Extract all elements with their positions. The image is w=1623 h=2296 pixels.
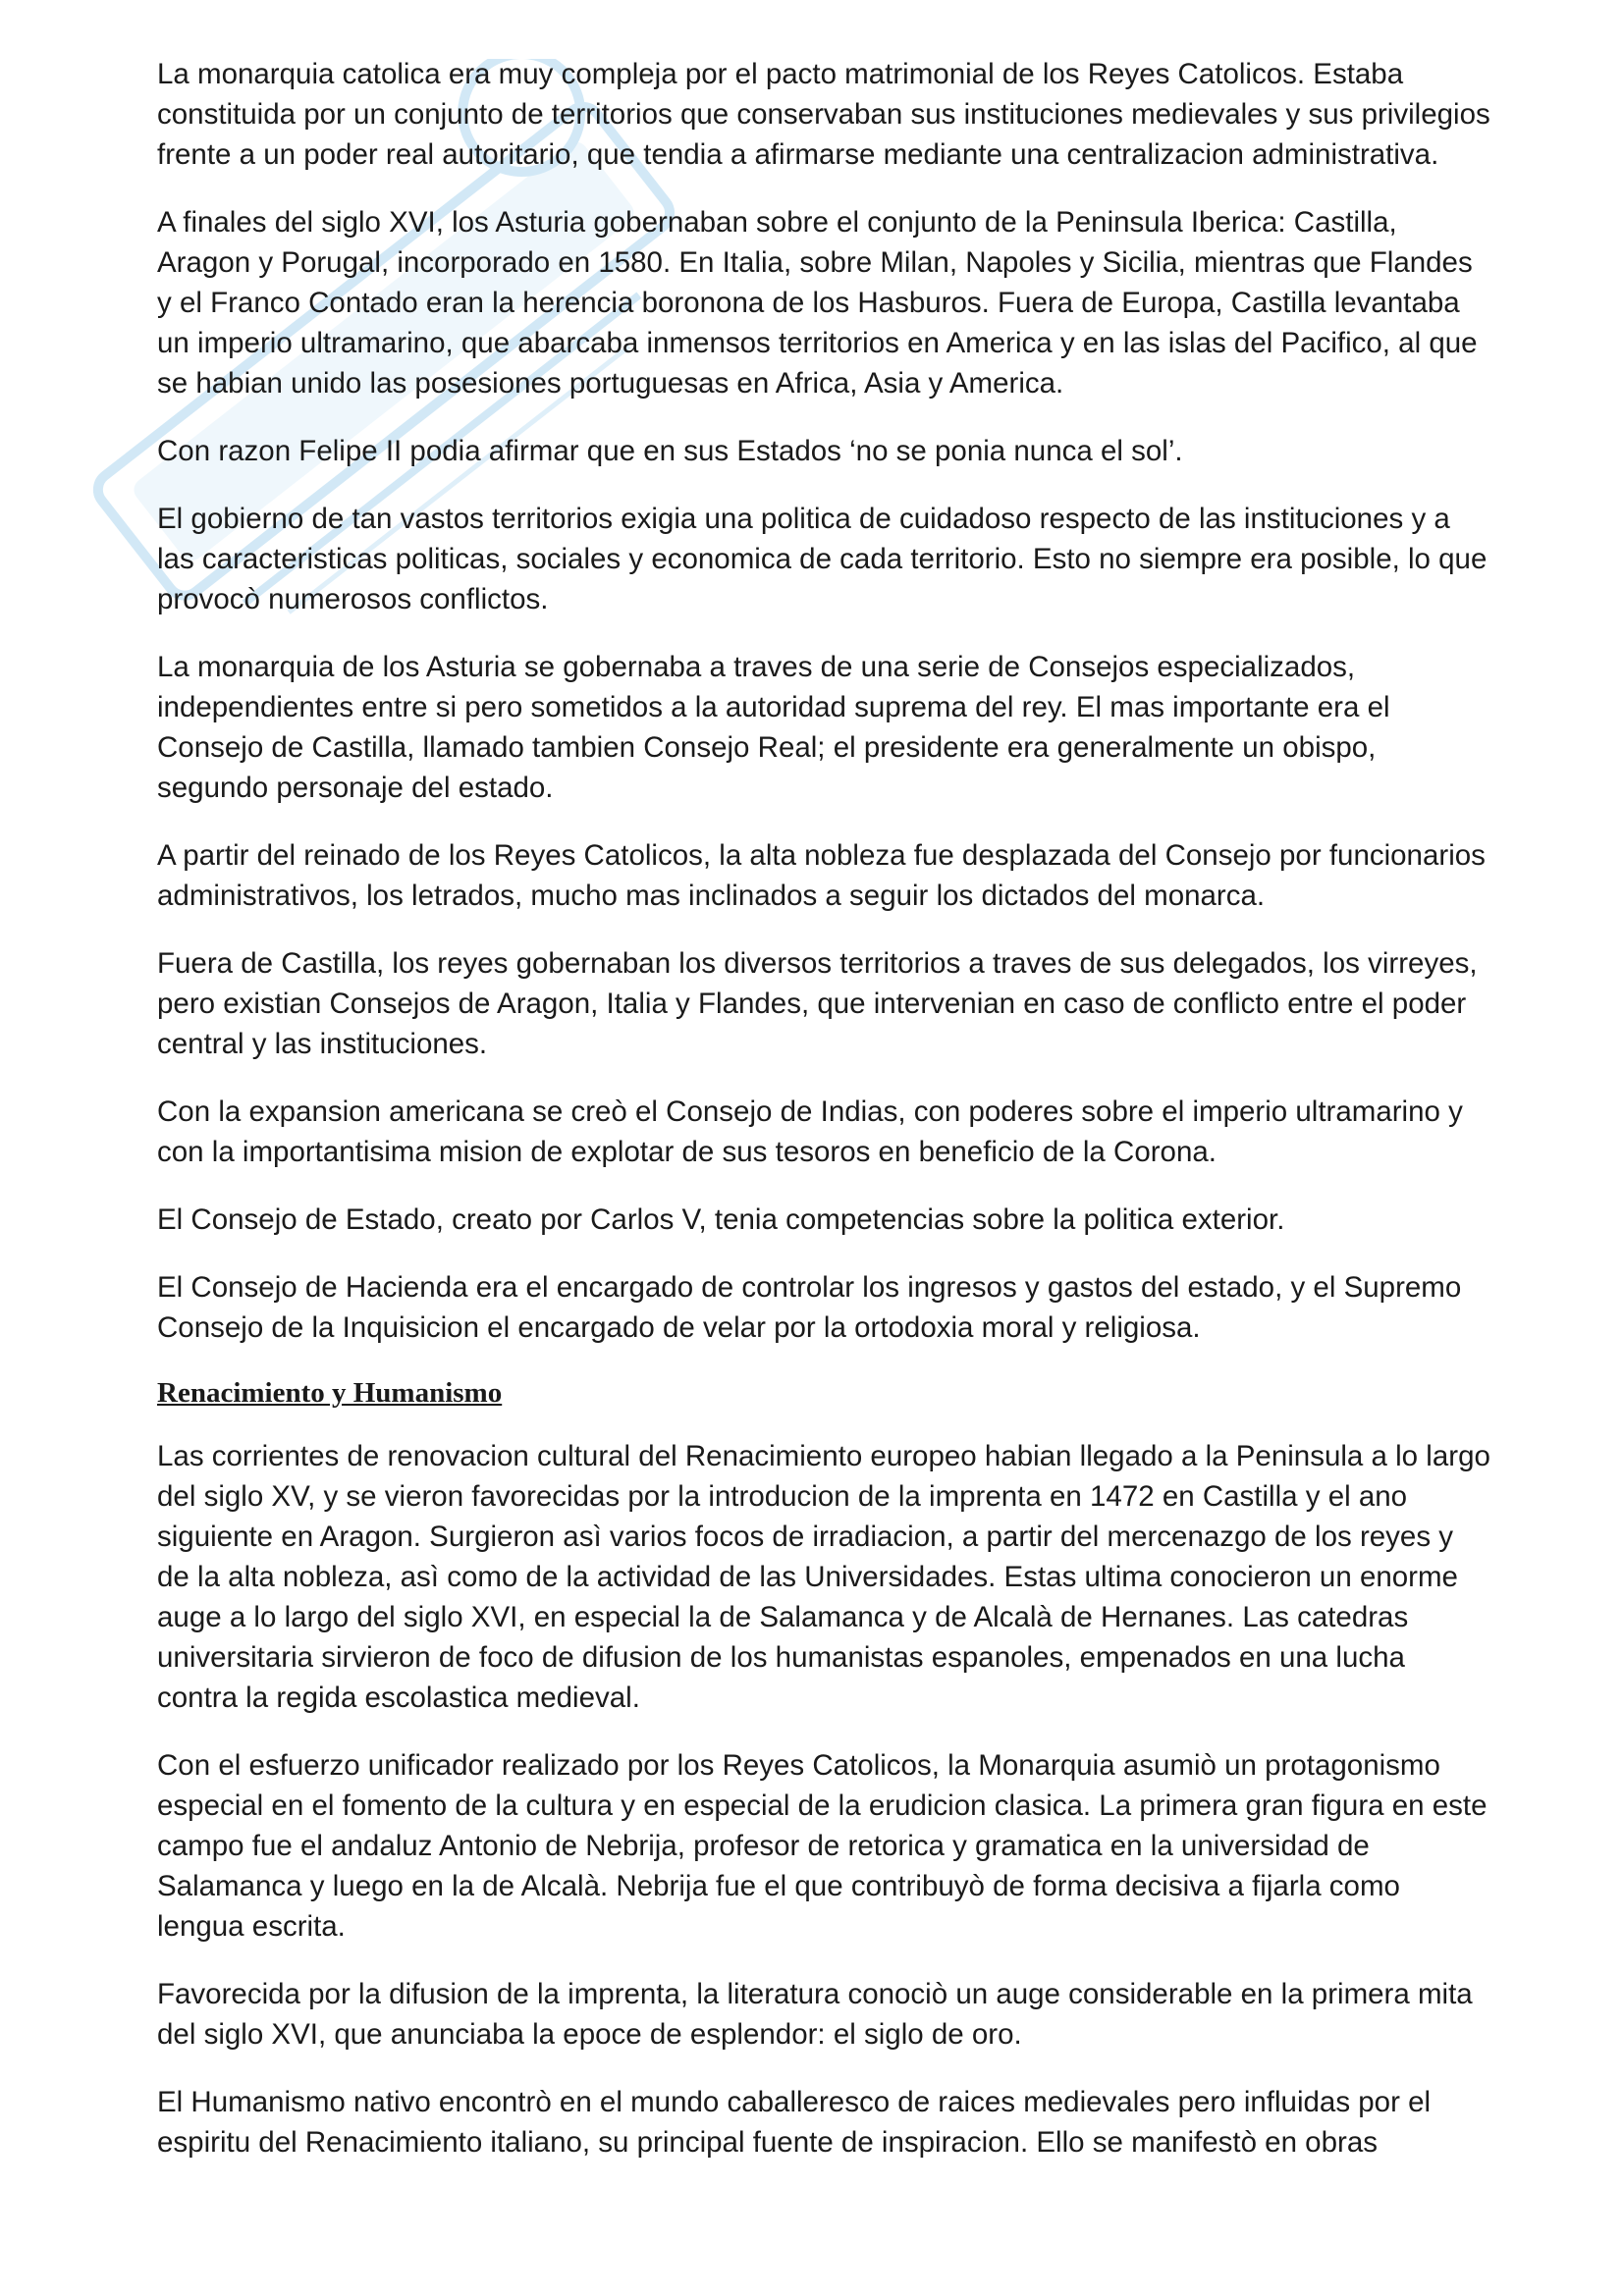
paragraph: Con la expansion americana se creò el Consejo de Indias, con poderes sobre el imperio ultramarino y con la importantisima mision de explotar de sus tesoros en beneficio de la Corona. <box>157 1095 1463 1168</box>
paragraph: Favorecida por la difusion de la imprenta, la literatura conociò un auge considerable en la primera mita del siglo XVI, que anunciaba la epoce de esplendor: el siglo de oro. <box>157 1978 1473 2051</box>
document-page <box>157 54 1492 2190</box>
paragraph: El gobierno de tan vastos territorios exigia una politica de cuidadoso respecto de las instituciones y a las caracteristicas politicas, sociales y economica de cada territorio. Esto no siempre era posible, lo que provocò numerosos conflictos. <box>157 503 1488 615</box>
paragraph: Fuera de Castilla, los reyes gobernaban los diversos territorios a traves de sus delegados, los virreyes, pero existian Consejos de Aragon, Italia y Flandes, que intervenian en caso de conflicto entre el poder central y las instituciones. <box>157 947 1478 1060</box>
paragraph: El Humanismo nativo encontrò en el mundo caballeresco de raices medievales pero influidas por el espiritu del Renacimiento italiano, su principal fuente de inspiracion. Ello se manifestò en obras <box>157 2086 1432 2159</box>
paragraph: Las corrientes de renovacion cultural del Renacimiento europeo habian llegado a la Peninsula a lo largo del siglo XV, y se vieron favorecidas por la introducion de la imprenta en 1472 en Castilla y el ano siguiente en Aragon. Surgieron asì varios focos de irradiacion, a partir del mercenazgo de los reyes y de la alta nobleza, asì como de la actividad de las Universidades. Estas ultima conocieron un enorme auge a lo largo del siglo XVI, en especial la de Salamanca y de Alcalà de Hernanes. Las catedras universitaria sirvieron de foco de difusion de los humanistas espanoles, empenados en una lucha contra la regida escolastica medieval. <box>157 1440 1490 1714</box>
paragraph: El Consejo de Estado, creato por Carlos V, tenia competencias sobre la politica exterior. <box>157 1203 1285 1236</box>
paragraph: Con el esfuerzo unificador realizado por los Reyes Catolicos, la Monarquia asumiò un protagonismo especial en el fomento de la cultura y en especial de la erudicion clasica. La primera gran figura en este campo fue el andaluz Antonio de Nebrija, profesor de retorica y gramatica en la universidad de Salamanca y luego en la de Alcalà. Nebrija fue el que contribuyò de forma decisiva a fijarla como lengua escrita. <box>157 1749 1488 1943</box>
paragraph: A partir del reinado de los Reyes Catolicos, la alta nobleza fue desplazada del Consejo por funcionarios administrativos, los letrados, mucho mas inclinados a seguir los dictados del monarca. <box>157 839 1486 912</box>
paragraph: A finales del siglo XVI, los Asturia gobernaban sobre el conjunto de la Peninsula Iberica: Castilla, Aragon y Porugal, incorporado en 1580. En Italia, sobre Milan, Napoles y Sicilia, mientras que Flandes y el Franco Contado eran la herencia boronona de los Hasburos. Fuera de Europa, Castilla levantaba un imperio ultramarino, que abarcaba inmensos territorios en America y en las islas del Pacifico, al que se habian unido las posesiones portuguesas en Africa, Asia y America. <box>157 206 1478 400</box>
paragraph: La monarquia de los Asturia se gobernaba a traves de una serie de Consejos especializados, independientes entre si pero sometidos a la autoridad suprema del rey. El mas importante era el Consejo de Castilla, llamado tambien Consejo Real; el presidente era generalmente un obispo, segundo personaje del estado. <box>157 651 1390 804</box>
paragraph: Con razon Felipe II podia afirmar que en sus Estados ‘no se ponia nunca el sol’. <box>157 435 1183 467</box>
paragraph: El Consejo de Hacienda era el encargado de controlar los ingresos y gastos del estado, y el Supremo Consejo de la Inquisicion el encargado de velar por la ortodoxia moral y religiosa. <box>157 1271 1462 1344</box>
paragraph: La monarquia catolica era muy compleja por el pacto matrimonial de los Reyes Catolicos. Estaba constituida por un conjunto de territorios que conservaban sus instituciones medievales y sus privilegios frente a un poder real autoritario, que tendia a afirmarse mediante una centralizacion administrativa. <box>157 58 1490 171</box>
section-heading: Renacimiento y Humanismo <box>157 1377 503 1409</box>
